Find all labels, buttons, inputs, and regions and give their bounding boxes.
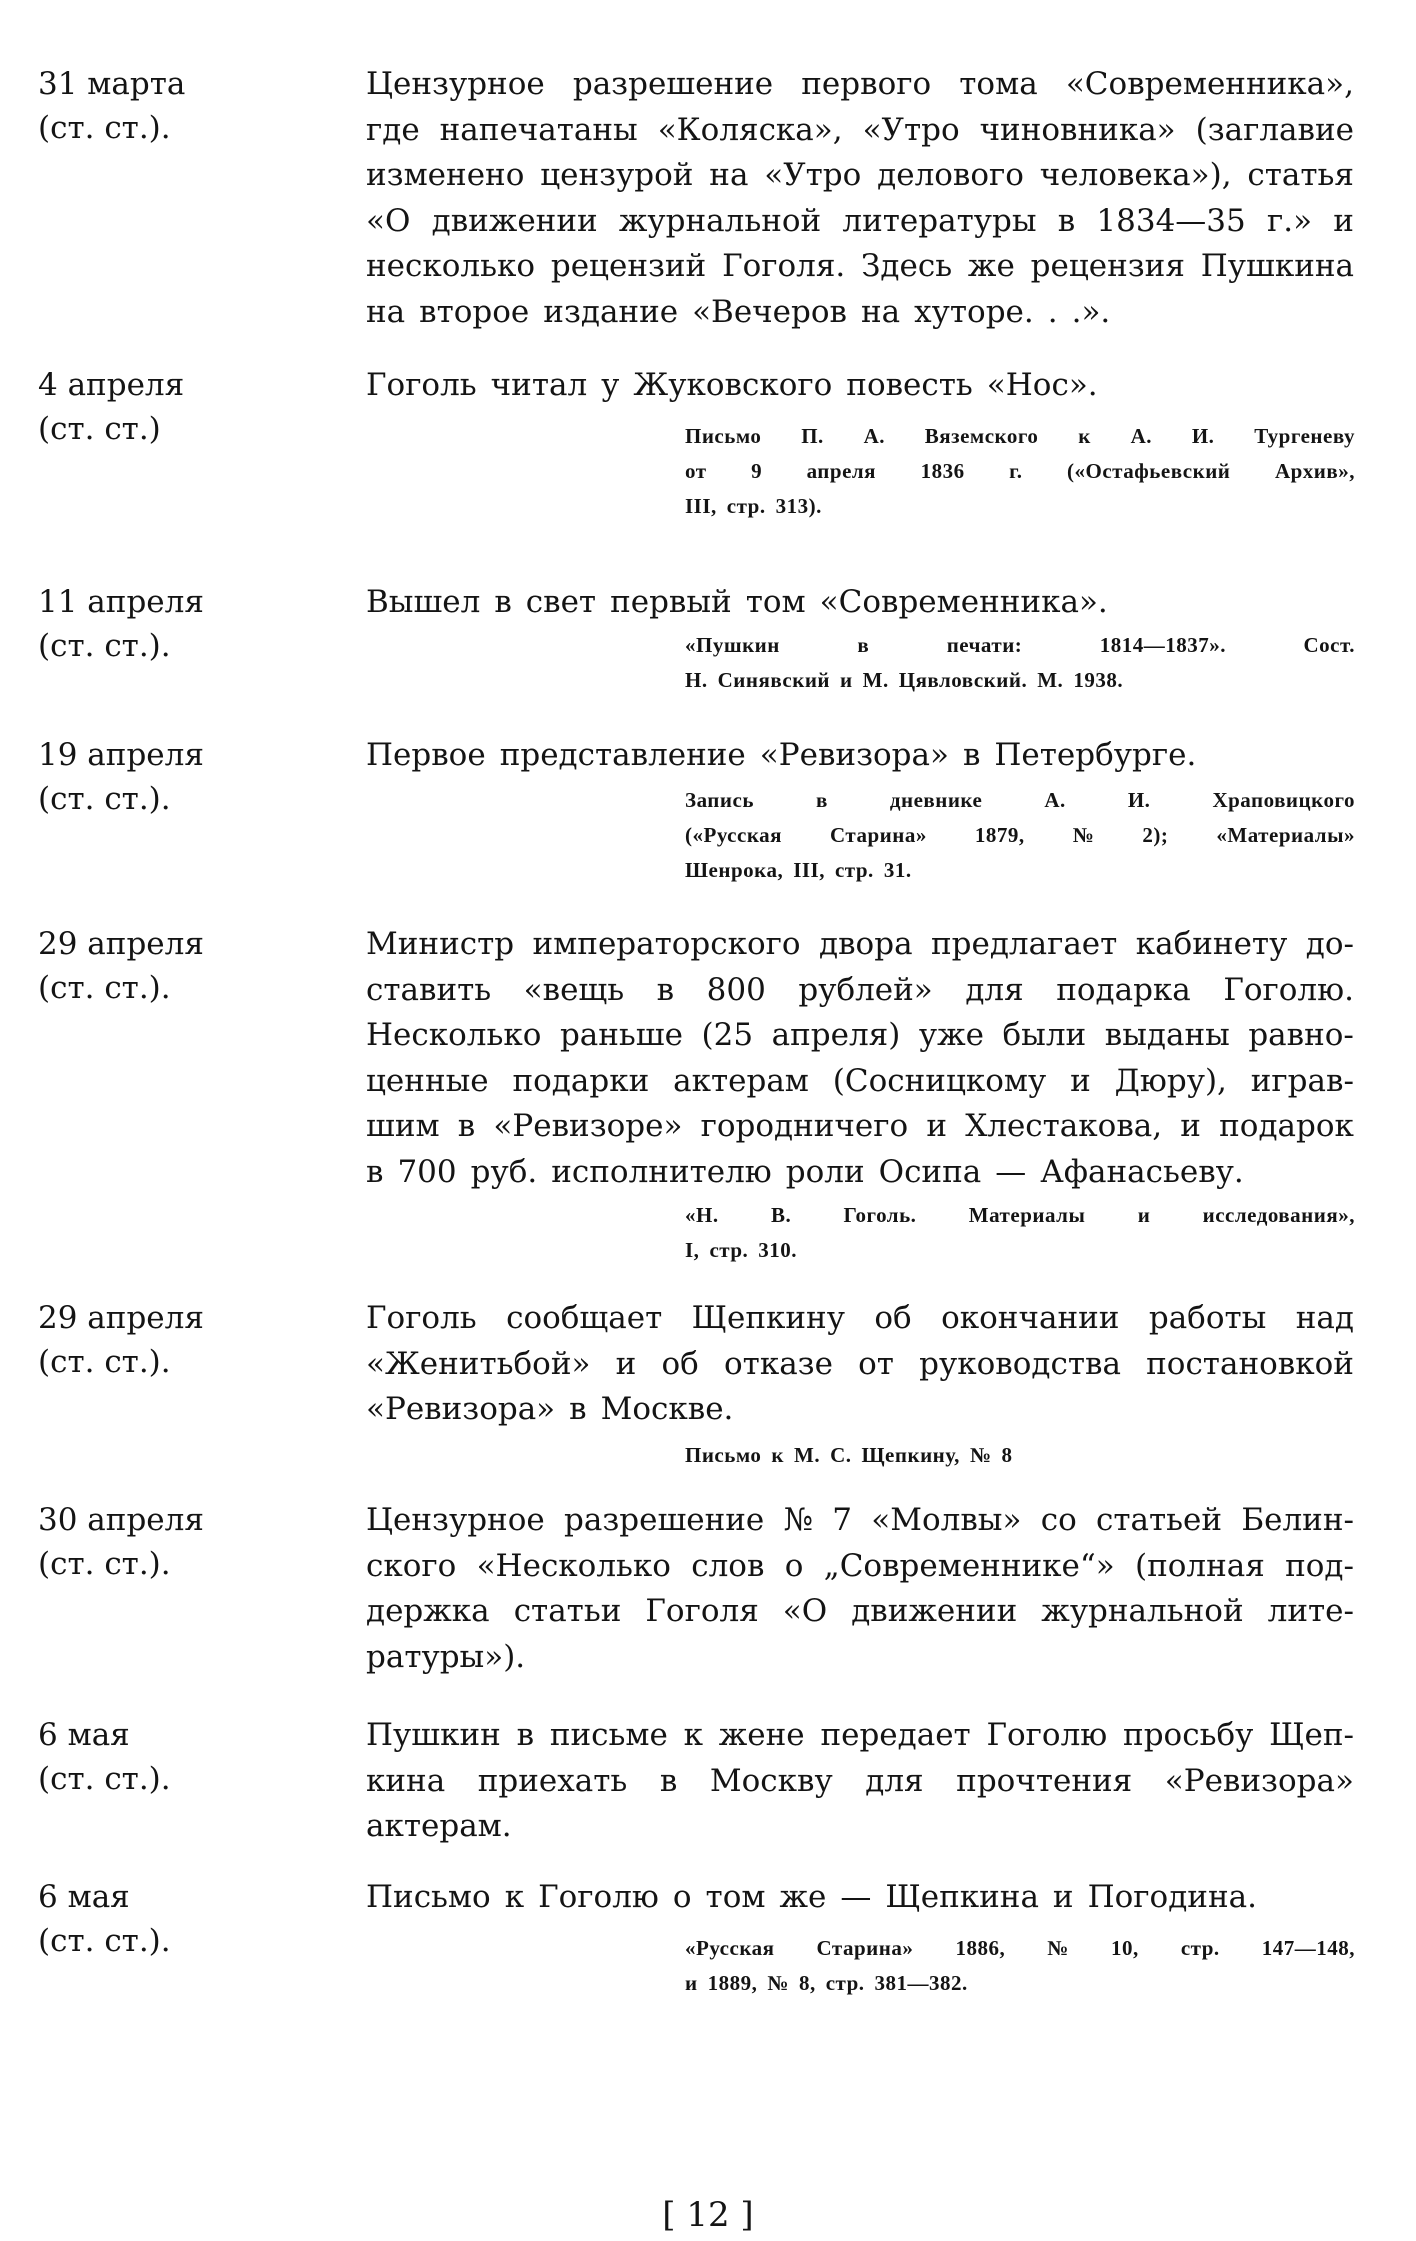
text-line: ценные подарки актерам (Сосницкому и Дюру), играв-	[366, 1062, 1354, 1099]
source-line: Н. Синявский и М. Цявловский. М. 1938.	[685, 668, 1124, 692]
date-style: (ст. ст.).	[38, 110, 171, 146]
text-line: на второе издание «Вечеров на хуторе. . .».	[366, 293, 1111, 330]
entry-source	[685, 628, 1355, 698]
date-day: 6 мая	[38, 1717, 130, 1753]
source-line: и 1889, № 8, стр. 381—382.	[685, 1971, 968, 1995]
text-line: ского «Несколько слов о „Современнике“» (полная под-	[366, 1547, 1354, 1584]
entry-date	[38, 1296, 338, 1384]
entry-date	[38, 1498, 338, 1586]
date-day: 11 апреля	[38, 584, 204, 620]
entry-source	[685, 783, 1355, 888]
text-line: Несколько раньше (25 апреля) уже были выданы равно-	[366, 1017, 1354, 1053]
source-line: Шенрока, III, стр. 31.	[685, 858, 912, 882]
date-style: (ст. ст.).	[38, 628, 171, 664]
text-line: Гоголь сообщает Щепкину об окончании работы над	[366, 1300, 1354, 1336]
entry-date	[38, 733, 338, 821]
text-line: где напечатаны «Коляска», «Утро чиновника» (заглавие	[366, 111, 1354, 148]
date-style: (ст. ст.).	[38, 1546, 171, 1582]
date-day: 31 марта	[38, 66, 186, 102]
entry-source	[685, 419, 1355, 524]
entry-text	[366, 1713, 1354, 1850]
source-line: Запись в дневнике А. И. Храповицкого	[685, 788, 1355, 812]
date-day: 29 апреля	[38, 926, 204, 962]
entry-text	[366, 580, 1354, 626]
text-line: «Женитьбой» и об отказе от руководства постановкой	[366, 1345, 1354, 1382]
entry-date	[38, 580, 338, 668]
entry-source	[685, 1438, 1355, 1473]
text-line: ставить «вещь в 800 рублей» для подарка Гоголю.	[366, 971, 1354, 1008]
text-line: держка статьи Гоголя «О движении журнальной лите-	[366, 1593, 1354, 1629]
text-line: Письмо к Гоголю о том же — Щепкина и Погодина.	[366, 1879, 1257, 1915]
date-style: (ст. ст.)	[38, 411, 161, 447]
source-line: III, стр. 313).	[685, 494, 822, 518]
text-line: изменено цензурой на «Утро делового человека»), статья	[366, 157, 1354, 193]
source-line: «Пушкин в печати: 1814—1837». Сост.	[685, 633, 1355, 657]
text-line: Гоголь читал у Жуковского повесть «Нос».	[366, 367, 1098, 403]
text-line: ратуры»).	[366, 1638, 526, 1675]
date-style: (ст. ст.).	[38, 1761, 171, 1797]
source-line: от 9 апреля 1836 г. («Остафьевский Архив»,	[685, 459, 1355, 483]
entry-date	[38, 62, 338, 150]
entry-text	[366, 62, 1354, 335]
entry-source	[685, 1931, 1355, 2001]
date-style: (ст. ст.).	[38, 781, 171, 817]
date-day: 30 апреля	[38, 1502, 204, 1538]
text-line: Пушкин в письме к жене передает Гоголю просьбу Щеп-	[366, 1717, 1354, 1753]
text-line: Министр императорского двора предлагает кабинету до-	[366, 926, 1354, 962]
date-day: 19 апреля	[38, 737, 204, 773]
text-line: Цензурное разрешение первого тома «Современника»,	[366, 66, 1354, 102]
date-day: 6 мая	[38, 1879, 130, 1915]
entry-text	[366, 363, 1354, 409]
date-day: 4 апреля	[38, 367, 185, 403]
entry-date	[38, 1713, 338, 1801]
text-line: несколько рецензий Гоголя. Здесь же рецензия Пушкина	[366, 248, 1354, 284]
entry-date	[38, 1875, 338, 1963]
source-line: «Н. В. Гоголь. Материалы и исследования»,	[685, 1203, 1355, 1227]
text-line: Первое представление «Ревизора» в Петербурге.	[366, 737, 1197, 773]
text-line: «О движении журнальной литературы в 1834—35 г.» и	[366, 202, 1354, 239]
page-number: [ 12 ]	[662, 2195, 754, 2235]
entry-text	[366, 733, 1354, 779]
source-line: I, стр. 310.	[685, 1238, 798, 1262]
text-line: в 700 руб. исполнителю роли Осипа — Афанасьеву.	[366, 1153, 1244, 1190]
text-line: шим в «Ревизоре» городничего и Хлестакова, и подарок	[366, 1108, 1354, 1144]
entry-text	[366, 1875, 1354, 1921]
text-line: Цензурное разрешение № 7 «Молвы» со статьей Белин-	[366, 1502, 1354, 1538]
entry-date	[38, 922, 338, 1010]
source-line: «Русская Старина» 1886, № 10, стр. 147—148,	[685, 1936, 1355, 1960]
entry-date	[38, 363, 338, 451]
date-style: (ст. ст.).	[38, 1923, 171, 1959]
date-day: 29 апреля	[38, 1300, 204, 1336]
date-style: (ст. ст.).	[38, 1344, 171, 1380]
text-line: Вышел в свет первый том «Современника».	[366, 584, 1108, 620]
date-style: (ст. ст.).	[38, 970, 171, 1006]
text-line: «Ревизора» в Москве.	[366, 1391, 734, 1427]
source-line: Письмо П. А. Вяземского к А. И. Тургеневу	[685, 424, 1355, 448]
text-line: актерам.	[366, 1808, 512, 1844]
text-line: кина приехать в Москву для прочтения «Ревизора»	[366, 1762, 1354, 1799]
entry-text	[366, 922, 1354, 1195]
entry-source	[685, 1198, 1355, 1268]
source-line: («Русская Старина» 1879, № 2); «Материалы»	[685, 823, 1355, 847]
entry-text	[366, 1296, 1354, 1433]
entry-text	[366, 1498, 1354, 1680]
source-line: Письмо к М. С. Щепкину, № 8	[685, 1443, 1013, 1467]
